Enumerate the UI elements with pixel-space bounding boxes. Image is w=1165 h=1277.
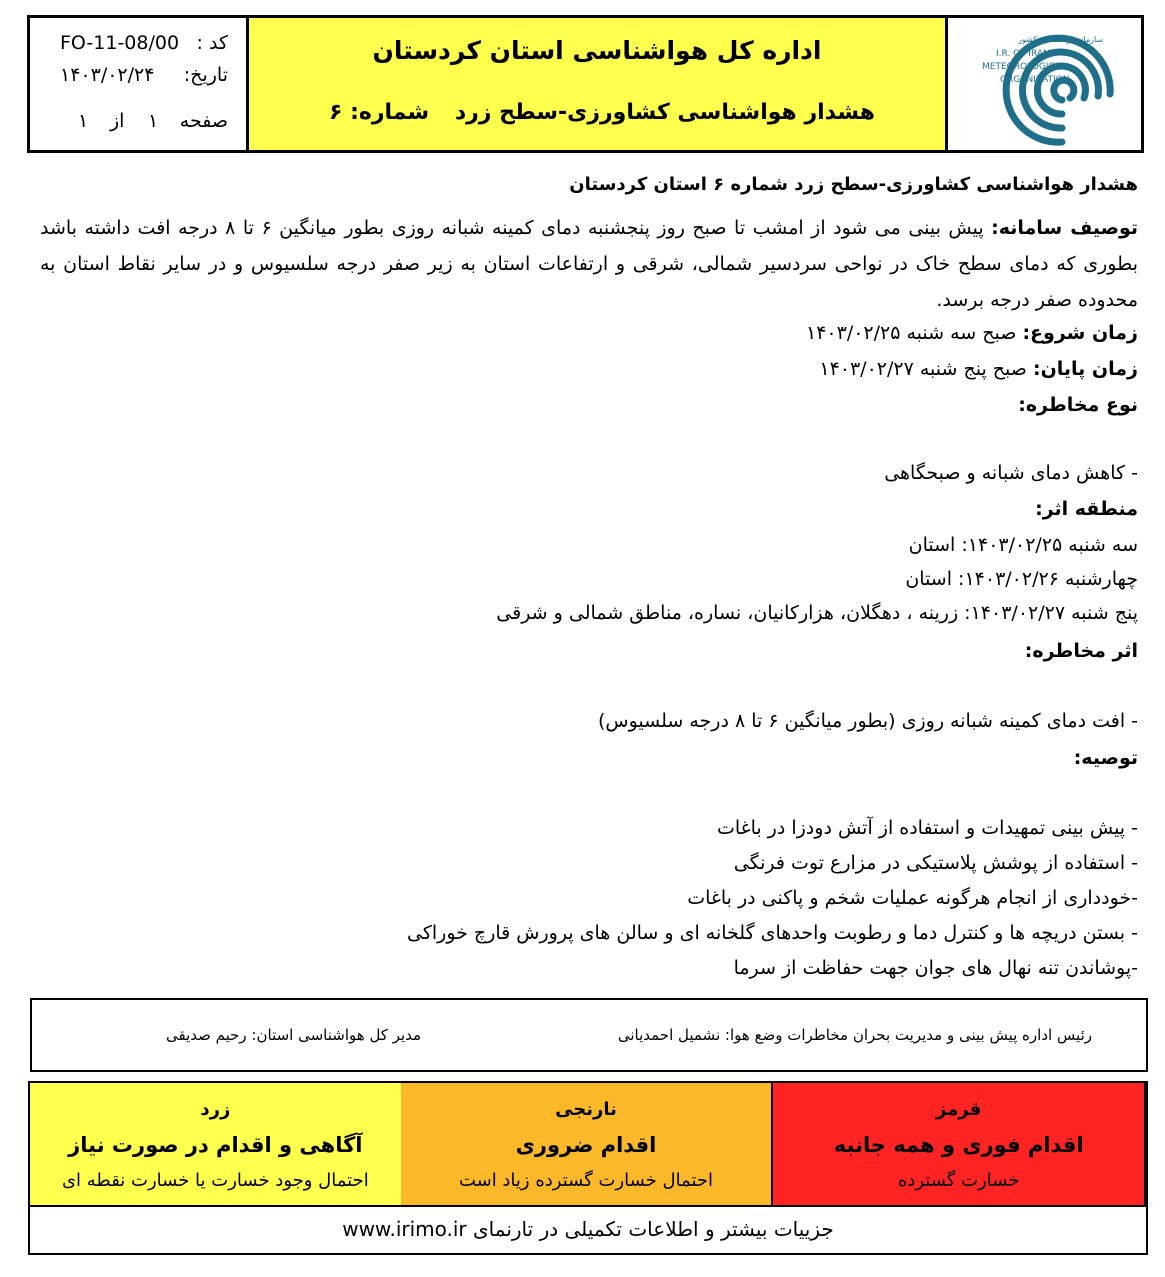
- date-value: ۱۴۰۳/۰۲/۲۴: [60, 64, 155, 86]
- page-of: از: [110, 110, 125, 132]
- level-yellow: [30, 1083, 401, 1205]
- end-text: صبح پنج شنبه ۱۴۰۳/۰۲/۲۷: [819, 358, 1033, 380]
- advice-item: -پوشاندن تنه نهال های جوان جهت حفاظت از سرما: [733, 957, 1138, 979]
- area-item: سه شنبه ۱۴۰۳/۰۲/۲۵: استان: [908, 534, 1138, 556]
- system-text: پیش بینی می شود از امشب تا صبح روز پنجشنبه دمای کمینه شبانه روزی بطور میانگین ۶ تا ۸ درجه افت داشته باشد بطوری که دمای سطح خاک در نواحی سردسیر شمالی، شرقی و ارتفاعات استان به زیر صفر درجه سلسیوس و در سایر نقاط استان به محدوده صفر درجه برسد.: [40, 217, 1138, 311]
- date-row: [30, 64, 246, 94]
- advice-item: -خودداری از انجام هرگونه عملیات شخم و پاکنی در باغات: [687, 887, 1138, 909]
- level-orange: [401, 1083, 774, 1205]
- document-header: [27, 15, 1144, 153]
- logo-line2: METEOROLOGICAL: [982, 62, 1066, 72]
- level-name: زرد: [200, 1099, 231, 1120]
- logo-line1: I.R. OF IRAN: [996, 49, 1050, 59]
- area-item: چهارشنبه ۱۴۰۳/۰۲/۲۶: استان: [905, 568, 1138, 590]
- system-label: توصیف سامانه:: [991, 217, 1138, 239]
- page-label: صفحه: [179, 110, 228, 132]
- warning-subtitle: هشدار هواشناسی کشاورزی-سطح زرد: [454, 100, 875, 125]
- start-text: صبح سه شنبه ۱۴۰۳/۰۲/۲۵: [806, 322, 1023, 344]
- start-time: [806, 322, 1138, 344]
- level-action: اقدام ضروری: [515, 1133, 657, 1157]
- hazard-type-item: - کاهش دمای شبانه و صبحگاهی: [884, 462, 1138, 484]
- system-description: [40, 210, 1138, 318]
- level-action: آگاهی و اقدام در صورت نیاز: [68, 1133, 363, 1157]
- forecast-head-signature: رئیس اداره پیش بینی و مدیریت بحران مخاطرات وضع هوا: نشمیل احمدیانی: [617, 1026, 1092, 1044]
- logo-line3: ORGANIZATION: [1000, 75, 1070, 85]
- level-description: احتمال خسارت گسترده زیاد است: [458, 1170, 714, 1191]
- hazard-type-label: نوع مخاطره:: [1018, 394, 1138, 416]
- irimo-logo-icon: [960, 24, 1135, 148]
- header-title-area: [249, 18, 945, 150]
- warning-levels-table: [28, 1081, 1148, 1207]
- level-red: [773, 1083, 1146, 1205]
- page-title: اداره کل هواشناسی استان کردستان: [372, 36, 822, 65]
- director-signature: مدیر کل هواشناسی استان: رحیم صدیقی: [166, 1026, 422, 1044]
- document-meta: [30, 18, 249, 150]
- effect-item: - افت دمای کمینه شبانه روزی (بطور میانگین ۶ تا ۸ درجه سلسیوس): [597, 710, 1138, 732]
- advice-item: - استفاده از پوشش پلاستیکی در مزارع توت فرنگی: [733, 852, 1138, 874]
- level-name: قرمز: [936, 1099, 982, 1120]
- level-name: نارنجی: [555, 1099, 617, 1120]
- code-row: [30, 32, 246, 62]
- code-value: FO-11-08/00: [60, 32, 180, 54]
- date-label: تاریخ:: [183, 64, 228, 86]
- advice-item: - پیش بینی تمهیدات و استفاده از آتش دودزا در باغات: [716, 817, 1138, 839]
- code-label: کد :: [196, 32, 228, 54]
- signature-box: [30, 998, 1148, 1072]
- start-label: زمان شروع:: [1022, 322, 1138, 344]
- page-current: ۱: [148, 110, 159, 132]
- logo-name-fa: سازمان هواشناسی کشور: [1018, 35, 1104, 44]
- level-description: احتمال وجود خسارت یا خسارت نقطه ای: [61, 1170, 369, 1191]
- warning-number: شماره: ۶: [329, 100, 430, 125]
- footer-website-note: جزییات بیشتر و اطلاعات تکمیلی در تارنمای www.irimo.ir: [28, 1205, 1148, 1255]
- document-heading: هشدار هواشناسی کشاورزی-سطح زرد شماره ۶ استان کردستان: [569, 174, 1138, 195]
- end-label: زمان پایان:: [1032, 358, 1138, 380]
- page-row: [30, 110, 246, 140]
- effect-label: اثر مخاطره:: [1024, 640, 1138, 662]
- area-label: منطقه اثر:: [1035, 498, 1138, 520]
- logo-area: [945, 18, 1141, 150]
- advice-item: - بستن دریچه ها و کنترل دما و رطوبت واحدهای گلخانه ای و سالن های پرورش قارچ خوراکی: [407, 922, 1138, 944]
- advice-label: توصیه:: [1073, 747, 1138, 769]
- level-action: اقدام فوری و همه جانبه: [833, 1133, 1084, 1157]
- level-description: خسارت گسترده: [897, 1170, 1020, 1191]
- page-total: ۱: [78, 110, 89, 132]
- end-time: [819, 358, 1138, 380]
- area-item: پنج شنبه ۱۴۰۳/۰۲/۲۷: زرینه ، دهگلان، هزارکانیان، نساره، مناطق شمالی و شرقی: [496, 602, 1138, 624]
